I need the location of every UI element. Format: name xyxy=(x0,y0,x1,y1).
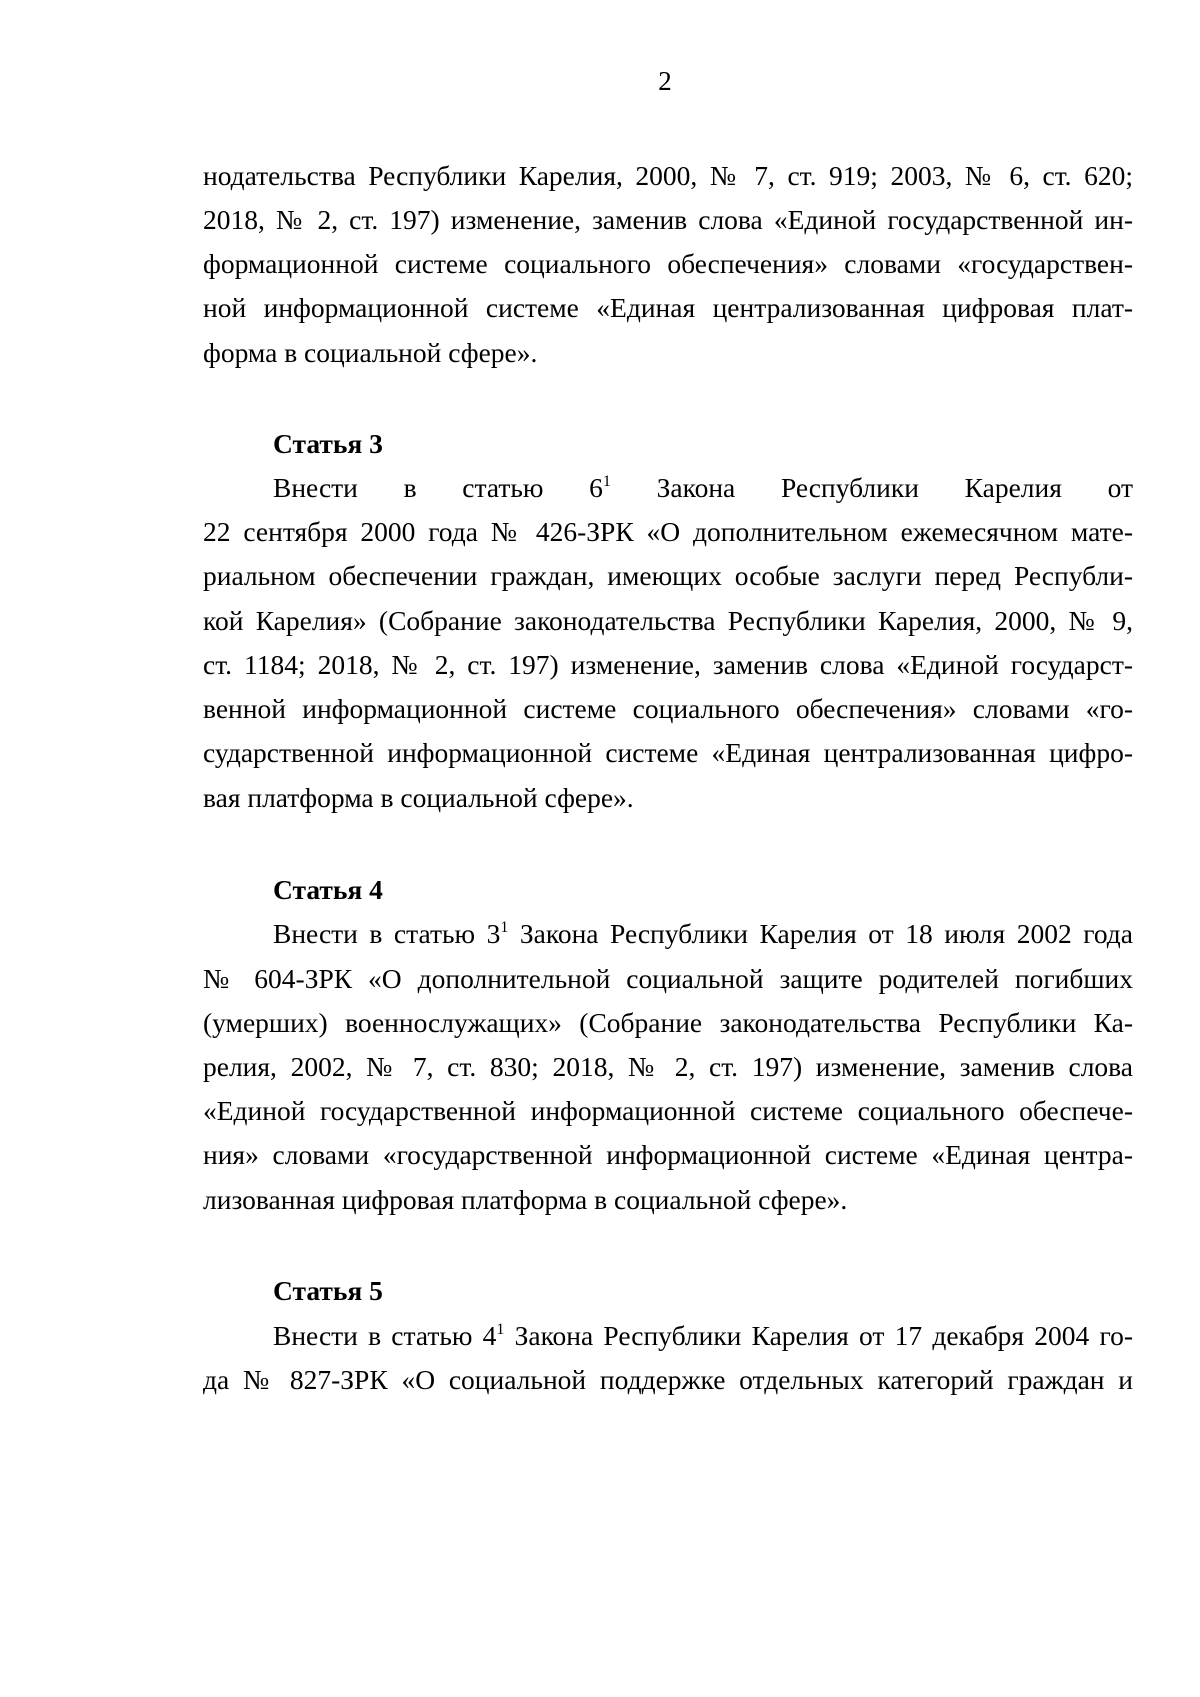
text-fragment: Закона Республики Карелия от 17 декабря 2004 го- xyxy=(504,1320,1133,1351)
text-line: вая платформа в социальной сфере». xyxy=(203,782,634,813)
text-fragment: Внести в статью 3 xyxy=(273,918,501,949)
text-line: ной информационной системе «Единая централизованная цифровая плат- xyxy=(203,292,1133,323)
superscript: 1 xyxy=(500,919,509,936)
text-line: «Единой государственной информационной системе социального обеспече- xyxy=(203,1095,1133,1126)
text-line: лизованная цифровая платформа в социальной сфере». xyxy=(203,1184,848,1215)
article-heading: Статья 4 xyxy=(273,874,383,905)
text-fragment: Закона Республики Карелия от 18 июля 2002 года xyxy=(508,918,1133,949)
text-line: нодательства Республики Карелия, 2000, № 7, ст. 919; 2003, № 6, ст. 620; xyxy=(203,160,1133,191)
text-fragment: Внести в статью 6 xyxy=(273,472,603,503)
text-line: венной информационной системе социального обеспечения» словами «го- xyxy=(203,693,1133,724)
text-line xyxy=(273,918,1133,950)
article-heading: Статья 3 xyxy=(273,428,383,459)
text-line xyxy=(273,1320,1133,1352)
text-line: кой Карелия» (Собрание законодательства Республики Карелия, 2000, № 9, xyxy=(203,605,1133,636)
text-line: 22 сентября 2000 года № 426-ЗРК «О дополнительном ежемесячном мате- xyxy=(203,516,1133,547)
text-line: риальном обеспечении граждан, имеющих особые заслуги перед Республи- xyxy=(203,560,1133,591)
text-line: форма в социальной сфере». xyxy=(203,337,538,368)
text-line xyxy=(273,472,1133,504)
superscript: 1 xyxy=(602,473,611,490)
text-fragment: Закона Республики Карелия от xyxy=(610,472,1133,503)
page-number: 2 xyxy=(658,66,672,96)
article-heading: Статья 5 xyxy=(273,1275,383,1306)
text-line: формационной системе социального обеспечения» словами «государствен- xyxy=(203,248,1133,279)
text-line: сударственной информационной системе «Единая централизованная цифро- xyxy=(203,737,1133,768)
text-fragment: Внести в статью 4 xyxy=(273,1320,497,1351)
text-line: № 604-ЗРК «О дополнительной социальной защите родителей погибших xyxy=(203,963,1133,994)
text-line: да № 827-ЗРК «О социальной поддержке отдельных категорий граждан и xyxy=(203,1364,1133,1395)
superscript: 1 xyxy=(496,1321,505,1338)
text-line: (умерших) военнослужащих» (Собрание законодательства Республики Ка- xyxy=(203,1007,1133,1038)
text-line: релия, 2002, № 7, ст. 830; 2018, № 2, ст. 197) изменение, заменив слова xyxy=(203,1051,1133,1082)
text-line: ния» словами «государственной информационной системе «Единая центра- xyxy=(203,1139,1133,1170)
text-line: ст. 1184; 2018, № 2, ст. 197) изменение, заменив слова «Единой государст- xyxy=(203,649,1133,680)
text-line: 2018, № 2, ст. 197) изменение, заменив слова «Единой государственной ин- xyxy=(203,204,1133,235)
